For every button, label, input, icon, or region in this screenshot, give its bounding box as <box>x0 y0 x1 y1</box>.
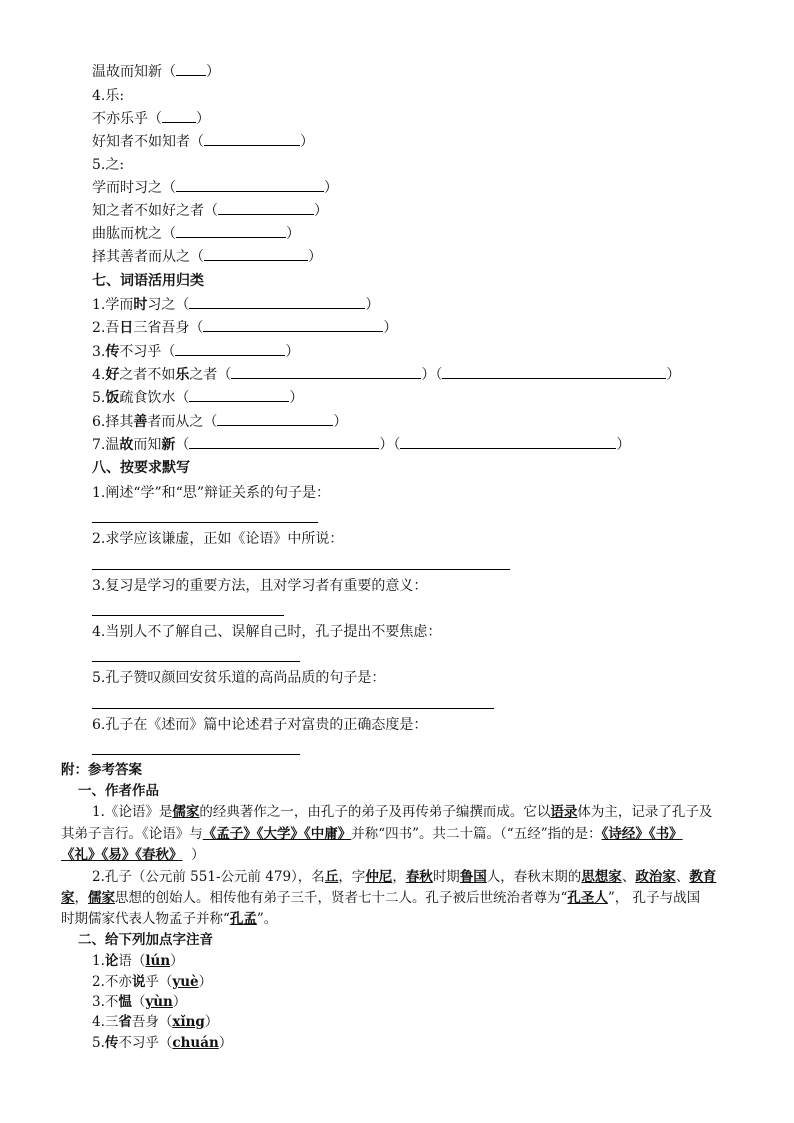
sec7-item-5 <box>92 388 303 408</box>
sec8-question-5: 5.孔子赞叹颜回安贫乐道的高尚品质的句子是： <box>92 670 386 686</box>
pinyin-answer-5 <box>92 1033 232 1053</box>
answer-blank[interactable] <box>175 342 285 356</box>
key-char: 故 <box>119 437 134 453</box>
text: 思想的创始人。相传他有弟子三千，贤者七十二人。孔子被后世统治者尊为“ <box>115 890 568 906</box>
answer-blank[interactable] <box>218 201 314 215</box>
key-char: 传 <box>105 344 120 360</box>
text: 时期 <box>432 869 460 885</box>
text: ） <box>172 994 187 1010</box>
answer-blank[interactable] <box>189 435 379 449</box>
sec7-item-6 <box>92 412 347 432</box>
item-text: 之者不如 <box>119 367 176 383</box>
text: ， <box>392 869 406 885</box>
text: 、 <box>675 869 690 885</box>
answer-line[interactable] <box>92 569 510 570</box>
pinyin: lún <box>145 953 171 969</box>
paren-close: ） <box>365 297 380 313</box>
item-text: 曲肱而枕之（ <box>92 226 176 242</box>
text: （ <box>131 994 146 1010</box>
text: 4.三 <box>92 1014 119 1030</box>
answer-key: 儒家 <box>88 890 115 906</box>
answer-line[interactable] <box>92 754 300 755</box>
sec8-question-6: 6.孔子在《述而》篇中论述君子对富贵的正确态度是： <box>92 717 428 733</box>
answer-line[interactable] <box>92 615 284 616</box>
text: 、 <box>621 869 636 885</box>
item-text: 不亦乐乎（ <box>92 111 162 127</box>
text: ） <box>204 1014 219 1030</box>
key-char: 时 <box>133 297 148 313</box>
item-text: 习之（ <box>147 297 190 313</box>
pinyin-answer-3 <box>92 992 186 1012</box>
sec7-item-2 <box>92 318 397 338</box>
item-xueer <box>92 178 338 198</box>
text: 乎（ <box>145 974 173 990</box>
answer-p1-line3 <box>61 845 205 865</box>
dotted-char: 省 <box>118 1014 132 1030</box>
paren-close: ） <box>324 180 338 196</box>
answer-blank[interactable] <box>176 62 206 76</box>
answer-key: 孔圣人 <box>567 890 608 906</box>
item-text: 温故而知新（ <box>92 64 176 80</box>
item-text: 疏食饮水（ <box>119 390 190 406</box>
paren-close: ） <box>300 134 314 150</box>
key-char: 日 <box>119 320 134 336</box>
answer-p2-line3 <box>61 909 277 929</box>
text: ） <box>170 953 184 969</box>
item-text: 而知 <box>133 437 162 453</box>
text: 并称“四书”。共二十篇。（“五经”指的是： <box>351 826 602 842</box>
answer-key: 儒家 <box>172 804 200 820</box>
text: 语（ <box>118 953 146 969</box>
item-text: 1.学而 <box>92 297 134 313</box>
answer-blank[interactable] <box>189 295 365 309</box>
answer-key: 《诗经》《书》 <box>601 826 683 842</box>
dotted-char: 论 <box>104 953 119 969</box>
section-8-title: 八、按要求默写 <box>92 460 190 476</box>
text: 1. <box>92 953 105 969</box>
item-heading-zhi: 5.之: <box>92 157 125 173</box>
dotted-char: 说 <box>131 974 146 990</box>
pinyin: chuán <box>172 1035 219 1051</box>
text: 不习乎（ <box>118 1035 173 1051</box>
paren-close: ） <box>616 437 631 453</box>
pinyin-answer-1 <box>92 951 184 971</box>
text: 人，春秋末期的 <box>486 869 582 885</box>
answer-blank[interactable] <box>204 132 300 146</box>
item-zhizhi <box>92 201 328 221</box>
text: ， <box>74 890 88 906</box>
item-text: 择其善者而从之（ <box>92 249 204 265</box>
answer-key: 家 <box>61 890 75 906</box>
answers-section-1: 一、作者作品 <box>78 783 159 799</box>
answer-blank[interactable] <box>189 388 289 402</box>
key-char: 饭 <box>105 390 120 406</box>
paren-close: ） <box>286 226 300 242</box>
sec7-item-3 <box>92 342 299 362</box>
paren-close: ） <box>383 320 398 336</box>
pinyin-answer-2 <box>92 972 212 992</box>
answer-blank[interactable] <box>176 178 324 192</box>
dotted-char: 愠 <box>118 994 132 1010</box>
text: ） <box>198 974 213 990</box>
item-text: 4. <box>92 367 106 383</box>
answer-key: 《孟子》《大学》《中庸》 <box>202 826 352 842</box>
text: 时期儒家代表人物孟子并称“ <box>61 911 230 927</box>
answer-blank[interactable] <box>204 247 308 261</box>
sec8-question-1: 1.阐述“学”和“思”辩证关系的句子是： <box>92 485 330 501</box>
answer-key: 教育 <box>689 869 717 885</box>
answer-p2-line2 <box>61 888 700 908</box>
paren-close: ） <box>666 367 681 383</box>
answer-blank[interactable] <box>231 365 421 379</box>
answer-p1-line1 <box>92 802 712 822</box>
answer-key: 鲁国 <box>459 869 487 885</box>
item-text: 7.温 <box>92 437 120 453</box>
answer-key: 《礼》《易》《春秋》 <box>61 847 183 863</box>
paren-close: ） <box>308 249 322 265</box>
item-text: 学而时习之（ <box>92 180 176 196</box>
key-char: 好 <box>105 367 120 383</box>
text: 1.《论语》是 <box>92 804 173 820</box>
item-text: 知之者不如好之者（ <box>92 203 218 219</box>
item-text: 者而从之（ <box>147 414 218 430</box>
answer-line[interactable] <box>92 661 300 662</box>
text: 的经典著作之一，由孔子的弟子及再传弟子编撰而成。它以 <box>199 804 551 820</box>
paren-close: ） <box>206 64 220 80</box>
answer-blank[interactable] <box>162 109 196 123</box>
paren-close: ） <box>333 414 348 430</box>
item-text: 之者（ <box>189 367 232 383</box>
sec7-item-4: 4.好之者不如乐之者（ ）（ ） <box>92 367 681 383</box>
paren-close: ） <box>285 344 300 360</box>
paren-close: ） <box>314 203 328 219</box>
dotted-char: 传 <box>104 1035 119 1051</box>
paren-close: ） <box>196 111 210 127</box>
sec8-question-2: 2.求学应该谦虚，正如《论语》中所说： <box>92 531 344 547</box>
pinyin: xǐng <box>172 1014 205 1030</box>
section-7-title: 七、词语活用归类 <box>92 273 204 289</box>
text: 2.孔子（公元前 551-公元前 479），名 <box>92 869 325 885</box>
item-text: 2.吾 <box>92 320 120 336</box>
text: ，字 <box>338 869 366 885</box>
answer-blank[interactable] <box>217 412 333 426</box>
key-char: 新 <box>161 437 176 453</box>
text: ”。 <box>256 911 278 927</box>
item-buyi <box>92 109 210 129</box>
text: 体为主，记录了孔子及 <box>577 804 713 820</box>
text: 吾身（ <box>131 1014 173 1030</box>
answer-key: 丘 <box>324 869 339 885</box>
paren-close: ） <box>379 437 394 453</box>
answer-key: 语录 <box>550 804 578 820</box>
text: ） <box>218 1035 233 1051</box>
item-text: 三省吾身（ <box>133 320 204 336</box>
answer-key: 春秋 <box>405 869 433 885</box>
item-text: （ <box>175 437 190 453</box>
answers-section-2: 二、给下列加点字注音 <box>78 932 213 948</box>
text: 其弟子言行。《论语》与 <box>61 826 203 842</box>
answer-line[interactable] <box>92 522 318 523</box>
item-haozhi <box>92 132 314 152</box>
paren-close: ） <box>421 367 436 383</box>
key-char: 乐 <box>175 367 190 383</box>
text: ”， 孔子与战国 <box>607 890 701 906</box>
item-text: 5. <box>92 390 106 406</box>
text: 5. <box>92 1035 105 1051</box>
text: 3.不 <box>92 994 119 1010</box>
paren-close: ） <box>289 390 304 406</box>
text: 2.不亦 <box>92 974 132 990</box>
sec8-question-4: 4.当别人不了解自己、误解自己时，孔子提出不要焦虑： <box>92 624 442 640</box>
answer-key: 仲尼 <box>365 869 393 885</box>
answer-blank[interactable] <box>400 435 616 449</box>
answers-title: 附：参考答案 <box>61 762 142 778</box>
answer-key: 思想家 <box>581 869 622 885</box>
sec8-question-3: 3.复习是学习的重要方法，且对学习者有重要的意义： <box>92 578 428 594</box>
item-text: 3. <box>92 344 106 360</box>
pinyin-answer-4 <box>92 1012 218 1032</box>
pinyin: yuè <box>172 974 199 990</box>
answer-blank[interactable] <box>442 365 666 379</box>
item-wengu <box>92 62 220 82</box>
text: ） <box>182 847 205 863</box>
item-text: 6.择其 <box>92 414 134 430</box>
answer-blank[interactable] <box>176 224 286 238</box>
item-text: 好知者不如知者（ <box>92 134 204 150</box>
pinyin: yùn <box>145 994 173 1010</box>
sec7-item-1 <box>92 295 379 315</box>
item-text: 不习乎（ <box>119 344 176 360</box>
item-heading-le: 4.乐: <box>92 88 125 104</box>
answer-key: 政治家 <box>635 869 676 885</box>
key-char: 善 <box>133 414 148 430</box>
answer-blank[interactable] <box>203 318 383 332</box>
answer-key: 孔孟 <box>229 911 257 927</box>
answer-p1-line2 <box>61 824 683 844</box>
answer-line[interactable] <box>92 708 494 709</box>
sec7-item-7: 7.温故而知新（ ）（ ） <box>92 437 631 453</box>
item-zeqi <box>92 247 322 267</box>
answer-p2-line1 <box>92 867 716 887</box>
item-qugong <box>92 224 300 244</box>
